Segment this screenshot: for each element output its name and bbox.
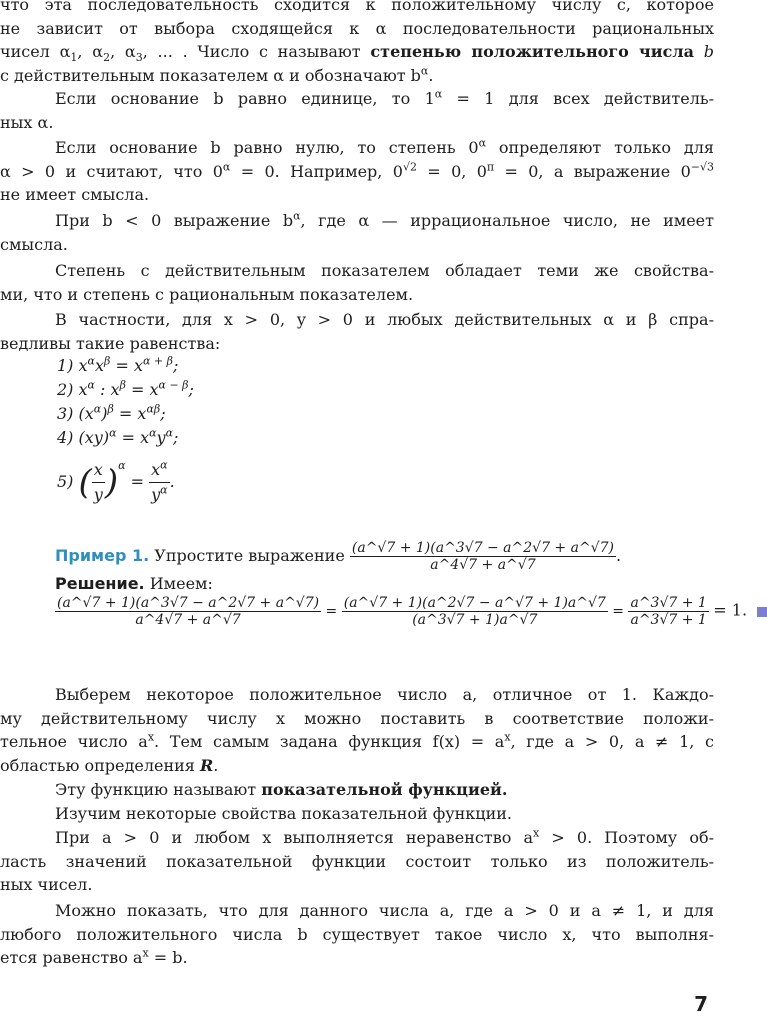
text-line: Изучим некоторые свойства показательной функции. (55, 804, 513, 823)
term-bold: показательной функцией. (261, 780, 508, 799)
term-bold: степенью положительного числа (370, 42, 695, 61)
text-line: ми, что и степень с рациональным показателем. (0, 284, 414, 304)
formula-list (57, 354, 194, 504)
text-line: Можно показать, что для данного числа a, где a > 0 и a ≠ 1, и для (55, 901, 714, 920)
paragraph-properties (0, 259, 714, 306)
text-line: ведливы такие равенства: (0, 333, 221, 353)
text-line: областью определения R. (0, 755, 219, 775)
text-line: Если основание b равно единице, то $1^\alpha = 1$ для всех действитель- (55, 87, 714, 108)
solution-title: Решение. (55, 574, 145, 593)
text-line: ласть значений показательной функции состоит только из положитель- (0, 851, 714, 871)
example-block (55, 540, 767, 628)
text-line: не зависит от выбора сходящейся к α последовательности рациональных (0, 18, 714, 38)
text-line: чисел $\alpha_1$, $\alpha_2$, $\alpha_3$, ... . Число c называют степенью положительного числа b (0, 42, 715, 65)
text-line: ных чисел. (0, 875, 93, 894)
text-line: с действительным показателем α и обозначают $b^\alpha$. (0, 64, 434, 85)
text-line: не имеет смысла. (0, 185, 150, 204)
text-line: Степень с действительным показателем обладает теми же свойства- (55, 261, 714, 280)
paragraph-definition (0, 0, 714, 87)
text-line: При a > 0 и любом x выполняется неравенство $a^x > 0$. Поэтому об- (55, 826, 715, 847)
paragraph-existence (0, 899, 714, 970)
text-line: Выберем некоторое положительное число a, отличное от 1. Каждо- (55, 685, 714, 704)
paragraph-name (0, 778, 714, 802)
formula-3: 3) $(x^\alpha)^\beta = x^{\alpha\beta}$; (57, 402, 166, 423)
page-number: 7 (694, 992, 708, 1016)
paragraph-base-one (0, 87, 714, 134)
paragraph-study (0, 802, 714, 826)
paragraph-exp-function (0, 683, 714, 777)
formula-4: 4) $(xy)^\alpha = x^\alpha y^\alpha$; (57, 426, 179, 447)
example-statement: Пример 1. Упростите выражение $\frac{(a\^{}√7 + 1)(a\^{}3√7 - a\^{}2√7 + a\^{}√7)}{a\^{}4√7 + a\^{}√7}$ . (55, 540, 622, 573)
end-of-proof-icon (757, 607, 767, 617)
text-line: тельное число $a^x$. Тем самым задана функция $f(x) = a^x$, где a > 0, a ≠ 1, с (0, 730, 715, 751)
text-line: любого положительного числа b существует такое число x, что выполня- (0, 924, 714, 944)
text-line: ется равенство $a^x = b$. (0, 946, 188, 967)
text-line: ных α. (0, 112, 54, 132)
text-line: смысла. (0, 234, 68, 254)
paragraph-negative-base (0, 209, 714, 256)
example-title: Пример 1. (55, 546, 150, 565)
solution-heading: Решение. Имеем: (55, 574, 213, 593)
solution-equation: $\frac{(a\^{}√7 + 1)(a\^{}3√7 - a\^{}2√7 + a\^{}√7)}{a\^{}4√7 + a\^{}√7}$ = $\frac{(a\^{}√7 + 1)(a\^{}2√7 - a\^{}√7 + 1)a\^{}√7}{(a\^{}3√7 + 1)a\^{}√7}$ = $\frac{a\^{}3√7 + 1}{a\^{}3√7 + 1}$ = 1. (55, 595, 767, 628)
paragraph-equalities (0, 308, 714, 355)
formula-1: 1) $x^\alpha x^\beta = x^{\alpha + \beta}$; (57, 354, 179, 375)
paragraph-base-zero (0, 136, 714, 207)
formula-5: 5) ( $\frac{x}{y}$ )$^\alpha$ = $\frac{x^\alpha}{y^\alpha}$ . (57, 458, 175, 504)
paragraph-range (0, 826, 714, 897)
text-line: При b < 0 выражение $b^\alpha$, где α — иррациональное число, не имеет (55, 209, 714, 230)
text-line: α > 0 и считают, что $0^\alpha = 0$. Например, $0^{√2} = 0$, $0^\pi = 0$, а выражение $0^{-√3}$ (0, 160, 715, 181)
text-line: Если основание b равно нулю, то степень $0^\alpha$ определяют только для (55, 136, 715, 157)
formula-2: 2) $x^\alpha$ : $x^\beta = x^{\alpha - \beta}$; (57, 378, 194, 399)
text-line: что эта последовательность сходится к положительному числу c, которое (0, 0, 714, 14)
text-line: Эту функцию называют показательной функцией. (55, 780, 508, 799)
text-line: В частности, для x > 0, y > 0 и любых действительных α и β спра- (55, 310, 714, 329)
text-line: му действительному числу x можно поставить в соответствие положи- (0, 708, 714, 728)
